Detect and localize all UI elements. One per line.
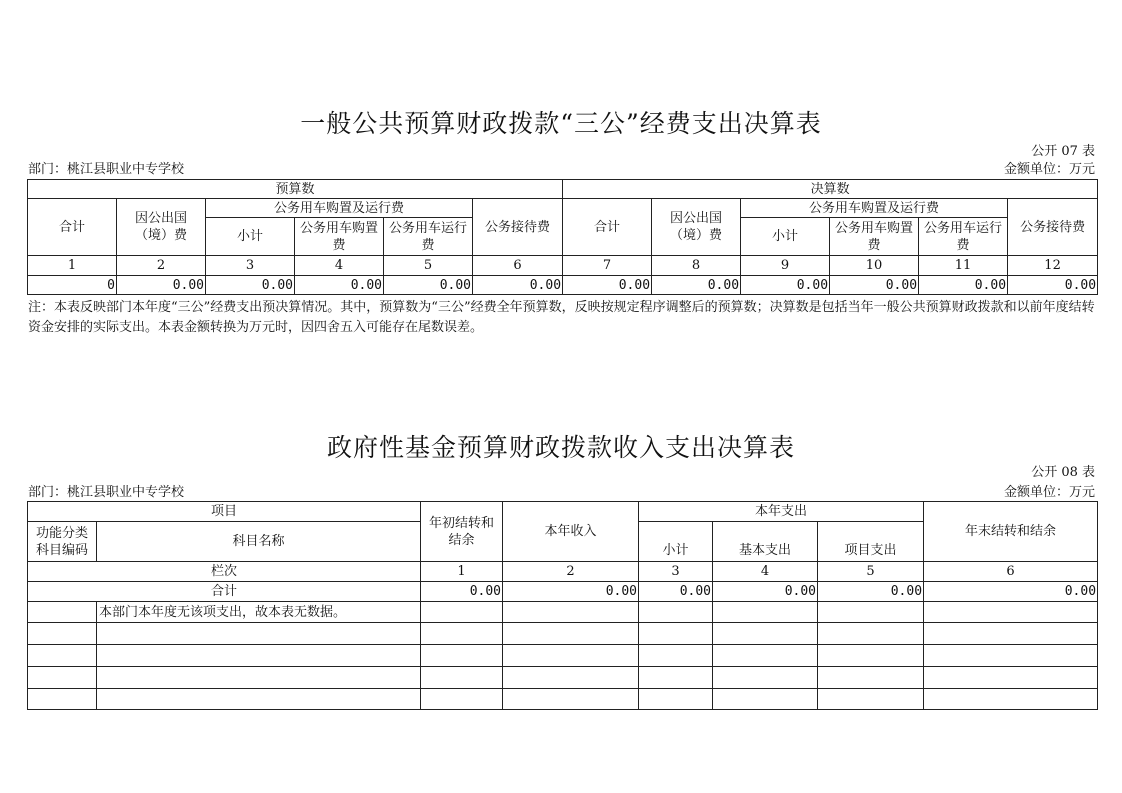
budget-subtotal-header: 小计 [206, 218, 295, 256]
col-number: 2 [503, 562, 639, 582]
func-code-header: 功能分类科目编码 [28, 522, 97, 562]
table07-note: 注：本表反映部门本年度“三公”经费支出预决算情况。其中，预算数为“三公”经费全年预算数，反映按规定程序调整后的预算数；决算数是包括当年一般公共预算财政拨款和以前年度结转资金安排的实际支出。本表金额转换为万元时，因四舍五入可能存在尾数误差。 [28, 300, 1095, 335]
col-number: 11 [919, 256, 1008, 276]
value-cell: 0.00 [117, 276, 206, 295]
value-cell: 0.00 [295, 276, 384, 295]
col-number: 3 [639, 562, 713, 582]
budget-total-header: 合计 [28, 199, 117, 256]
income-header: 本年收入 [503, 502, 639, 562]
table08-title: 政府性基金预算财政拨款收入支出决算表 [326, 433, 795, 462]
budget-reception-header: 公务接待费 [473, 199, 563, 256]
budget-vehicle-header: 公务用车购置及运行费 [206, 199, 473, 218]
value-cell: 0.00 [473, 276, 563, 295]
col-number: 4 [295, 256, 384, 276]
table-row [28, 602, 1098, 623]
final-header: 决算数 [563, 180, 1098, 199]
col-number: 12 [1008, 256, 1098, 276]
table-row [28, 689, 1098, 710]
total-value: 0.00 [713, 582, 818, 602]
final-subtotal-header: 小计 [741, 218, 830, 256]
total-value: 0.00 [503, 582, 639, 602]
table07-title: 一般公共预算财政拨款“三公”经费支出决算表 [300, 109, 822, 138]
col-number: 3 [206, 256, 295, 276]
project-expense-header: 项目支出 [818, 522, 924, 562]
expense-header: 本年支出 [639, 502, 924, 522]
final-vehicle-purchase-header: 公务用车购置费 [830, 218, 919, 256]
col-number: 4 [713, 562, 818, 582]
col-number: 5 [384, 256, 473, 276]
col-number: 7 [563, 256, 652, 276]
total-value: 0.00 [421, 582, 503, 602]
value-cell: 0.00 [652, 276, 741, 295]
total-value: 0.00 [924, 582, 1098, 602]
final-total-header: 合计 [563, 199, 652, 256]
col-number: 10 [830, 256, 919, 276]
col-number: 5 [818, 562, 924, 582]
col-number: 8 [652, 256, 741, 276]
col-number: 1 [421, 562, 503, 582]
table07-department: 部门：桃江县职业中专学校 [28, 162, 185, 177]
value-cell: 0 [28, 276, 117, 295]
col-number: 1 [28, 256, 117, 276]
subject-name-header: 科目名称 [97, 522, 421, 562]
closing-header: 年末结转和结余 [924, 502, 1098, 562]
table08-department: 部门：桃江县职业中专学校 [28, 485, 185, 500]
final-vehicle-header: 公务用车购置及运行费 [741, 199, 1008, 218]
total-value: 0.00 [818, 582, 924, 602]
table-row [28, 623, 1098, 645]
table07-grid [27, 179, 1098, 295]
opening-header: 年初结转和结余 [421, 502, 503, 562]
table07-unit: 金额单位：万元 [1003, 162, 1095, 177]
value-cell: 0.00 [206, 276, 295, 295]
final-abroad-header: 因公出国（境）费 [652, 199, 741, 256]
budget-header: 预算数 [28, 180, 563, 199]
total-value: 0.00 [639, 582, 713, 602]
col-number: 6 [473, 256, 563, 276]
col-number: 2 [117, 256, 206, 276]
value-cell: 0.00 [1008, 276, 1098, 295]
empty-note: 本部门本年度无该项支出，故本表无数据。 [97, 602, 421, 623]
final-reception-header: 公务接待费 [1008, 199, 1098, 256]
table07-code: 公开 07 表 [1031, 144, 1095, 159]
total-label: 合计 [28, 582, 421, 602]
final-vehicle-run-header: 公务用车运行费 [919, 218, 1008, 256]
expense-subtotal-header: 小计 [639, 522, 713, 562]
budget-vehicle-run-header: 公务用车运行费 [384, 218, 473, 256]
budget-vehicle-purchase-header: 公务用车购置费 [295, 218, 384, 256]
value-cell: 0.00 [741, 276, 830, 295]
table08-unit: 金额单位：万元 [1003, 485, 1095, 500]
value-cell: 0.00 [384, 276, 473, 295]
budget-abroad-header: 因公出国（境）费 [117, 199, 206, 256]
col-number: 6 [924, 562, 1098, 582]
table08-grid [27, 501, 1098, 710]
basic-expense-header: 基本支出 [713, 522, 818, 562]
col-label: 栏次 [28, 562, 421, 582]
value-cell: 0.00 [919, 276, 1008, 295]
value-cell: 0.00 [830, 276, 919, 295]
col-number: 9 [741, 256, 830, 276]
value-cell: 0.00 [563, 276, 652, 295]
table-row [28, 645, 1098, 667]
item-header: 项目 [28, 502, 421, 522]
table-row [28, 667, 1098, 689]
table08-code: 公开 08 表 [1031, 465, 1095, 480]
